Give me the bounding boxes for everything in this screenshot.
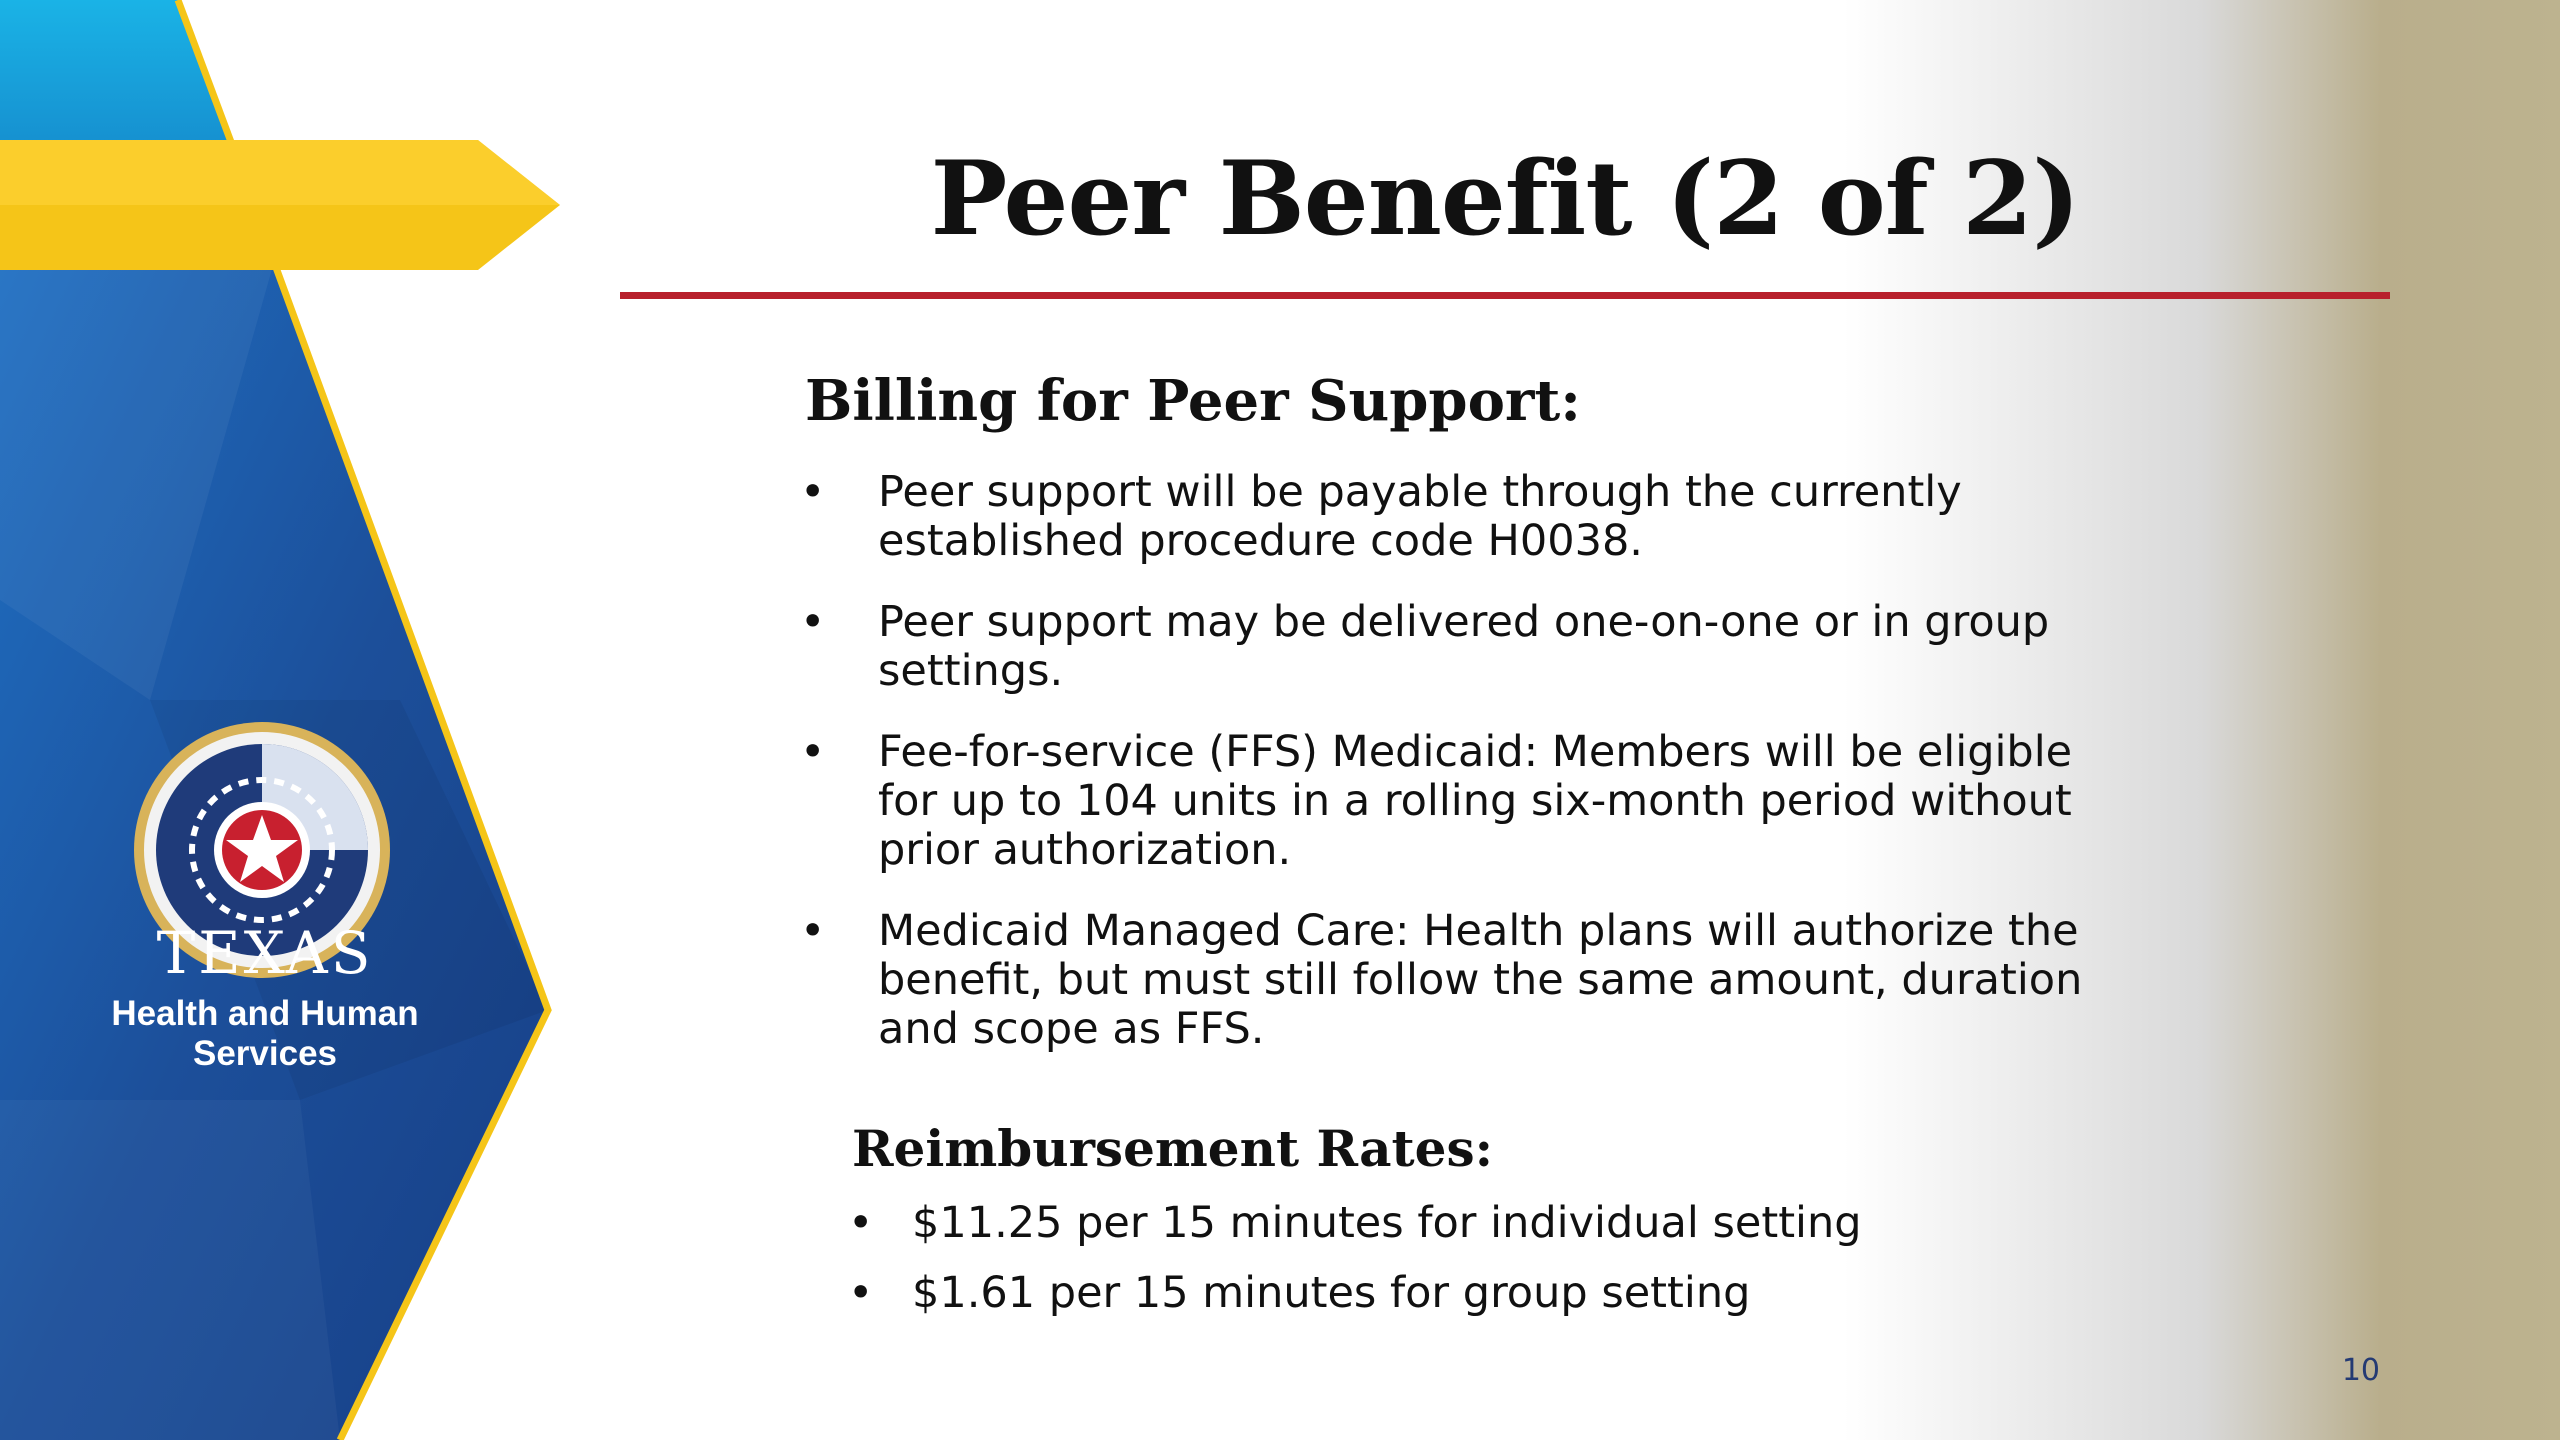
billing-bullet-item [800,728,2100,875]
logo-subtitle [0,994,530,1074]
reimbursement-bullet-list [848,1199,2148,1339]
billing-heading: Billing for Peer Support: [805,368,1581,434]
logo-subtitle-line1: Health and Human [111,994,419,1033]
bullet-text: Medicaid Managed Care: Health plans will authorize the benefit, but must still follow the same amount, duration and scope as FFS. [878,906,2083,1054]
billing-bullet-item [800,598,2100,696]
rate-bullet-item [848,1199,2148,1248]
bullet-text: $1.61 per 15 minutes for group setting [912,1268,1751,1318]
bullet-glyph: • [800,597,826,647]
bullet-glyph: • [800,906,826,956]
bullet-text: Peer support will be payable through the currently established procedure code H0038. [878,467,1962,566]
slide-title: Peer Benefit (2 of 2) [930,139,2080,259]
billing-bullet-list [800,468,2100,1086]
title-divider [620,292,2390,299]
bullet-glyph: • [800,467,826,517]
bullet-text: $11.25 per 15 minutes for individual setting [912,1198,1862,1248]
rate-bullet-item [848,1269,2148,1318]
billing-bullet-item [800,907,2100,1054]
billing-bullet-item [800,468,2100,566]
bullet-glyph: • [800,727,826,777]
bullet-text: Fee-for-service (FFS) Medicaid: Members will be eligible for up to 104 units in a rolling six-month period without prior authorization. [878,727,2073,875]
bullet-glyph: • [848,1198,874,1248]
logo-name: TEXAS [156,919,374,987]
reimbursement-heading: Reimbursement Rates: [852,1119,1494,1178]
bullet-glyph: • [848,1268,874,1318]
bullet-text: Peer support may be delivered one-on-one or in group settings. [878,597,2050,696]
page-number: 10 [2341,1353,2380,1388]
logo-subtitle-line2: Services [192,1034,338,1073]
